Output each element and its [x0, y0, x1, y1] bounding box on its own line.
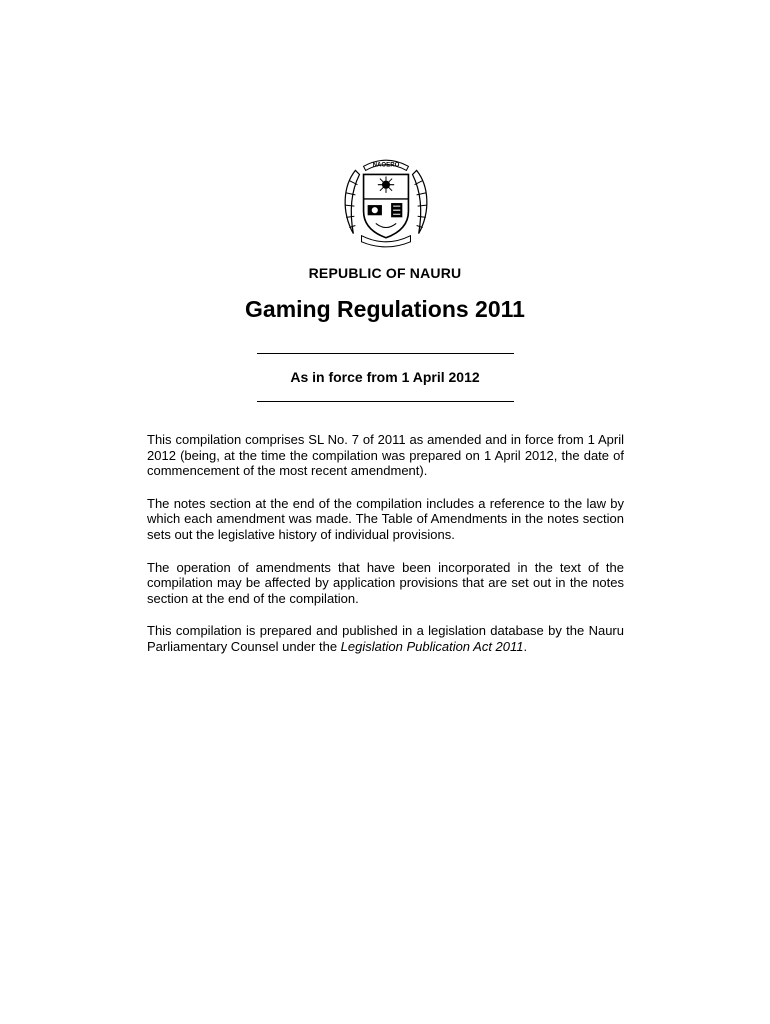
paragraph-publication: [147, 623, 624, 654]
act-name: Legislation Publication Act 2011: [340, 638, 524, 654]
country-heading: REPUBLIC OF NAURU: [308, 265, 462, 281]
paragraph-amendments-operation: The operation of amendments that have been incorporated in the text of the compilation may be affected by application provisions that are set out in the notes section at the end of the compilation.: [147, 559, 624, 606]
compilation-notes: [147, 432, 624, 672]
in-force-date: As in force from 1 April 2012: [290, 369, 480, 385]
regulation-title: Gaming Regulations 2011: [245, 296, 525, 322]
paragraph-notes-section: The notes section at the end of the compilation includes a reference to the law by which each amendment was made. The Table of Amendments in the notes section sets out the legislative history of individual provisions.: [147, 495, 624, 542]
publication-text: This compilation is prepared and published in a legislation database by the Nauru Parliamentary Counsel under the: [147, 623, 624, 654]
divider-bottom: [257, 401, 514, 402]
divider-top: [257, 353, 514, 354]
crest-banner-text: NAOERO: [372, 161, 400, 169]
publication-end: .: [523, 638, 528, 654]
coat-of-arms-emblem: [335, 150, 437, 252]
paragraph-compilation-scope: This compilation comprises SL No. 7 of 2011 as amended and in force from 1 April 2012 (being, at the time the compilation was prepared on 1 April 2012, the date of commencement of the most recent amendment).: [147, 432, 624, 479]
